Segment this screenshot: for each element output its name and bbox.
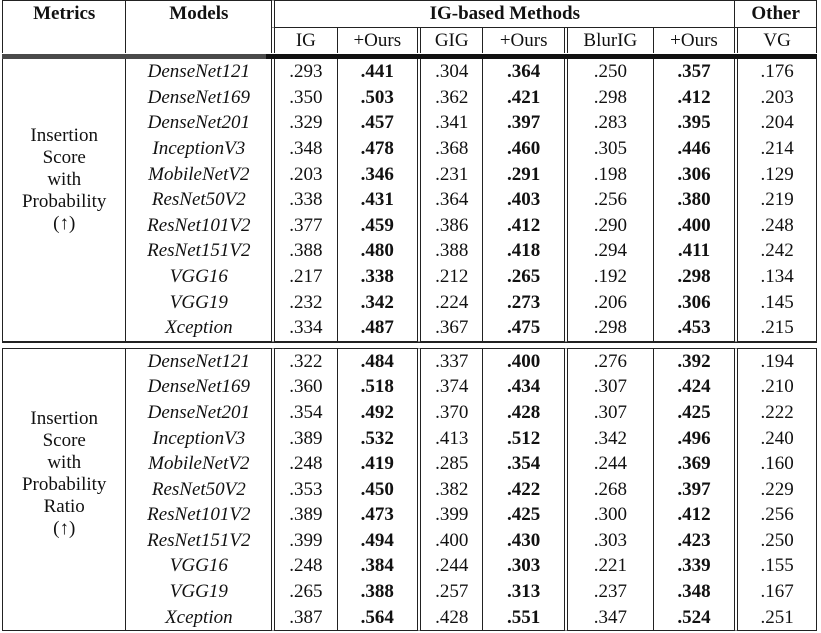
value-cell: .360 bbox=[271, 374, 336, 400]
header-col-vg: VG bbox=[734, 28, 817, 54]
value-cell: .244 bbox=[417, 553, 482, 579]
value-cell: .403 bbox=[482, 187, 564, 213]
value-cell: .307 bbox=[564, 400, 653, 426]
value-cell: .388 bbox=[337, 579, 418, 605]
value-cell: .412 bbox=[482, 213, 564, 239]
value-cell: .475 bbox=[482, 315, 564, 342]
value-cell: .354 bbox=[271, 400, 336, 426]
value-cell: .342 bbox=[337, 290, 418, 316]
model-name: ResNet151V2 bbox=[125, 238, 271, 264]
value-cell: .518 bbox=[337, 374, 418, 400]
header-other: Other bbox=[734, 0, 817, 28]
value-cell: .347 bbox=[564, 605, 653, 632]
value-cell: .400 bbox=[482, 348, 564, 375]
value-cell: .290 bbox=[564, 213, 653, 239]
value-cell: .369 bbox=[653, 451, 735, 477]
model-name: Xception bbox=[125, 605, 271, 632]
value-cell: .388 bbox=[271, 238, 336, 264]
value-cell: .240 bbox=[734, 426, 817, 452]
value-cell: .305 bbox=[564, 136, 653, 162]
value-cell: .248 bbox=[271, 451, 336, 477]
value-cell: .478 bbox=[337, 136, 418, 162]
metric-label-line: Probability bbox=[21, 190, 107, 212]
model-name: InceptionV3 bbox=[125, 136, 271, 162]
value-cell: .342 bbox=[564, 426, 653, 452]
value-cell: .294 bbox=[564, 238, 653, 264]
value-cell: .224 bbox=[417, 290, 482, 316]
value-cell: .129 bbox=[734, 162, 817, 188]
metric-label-line: Score bbox=[42, 146, 86, 168]
value-cell: .176 bbox=[734, 59, 817, 85]
value-cell: .298 bbox=[653, 264, 735, 290]
header-ig-based-methods: IG-based Methods bbox=[271, 0, 734, 28]
value-cell: .424 bbox=[653, 374, 735, 400]
value-cell: .382 bbox=[417, 477, 482, 503]
value-cell: .457 bbox=[337, 110, 418, 136]
value-cell: .397 bbox=[653, 477, 735, 503]
model-name: VGG19 bbox=[125, 579, 271, 605]
model-name: InceptionV3 bbox=[125, 426, 271, 452]
value-cell: .377 bbox=[271, 213, 336, 239]
value-cell: .265 bbox=[482, 264, 564, 290]
value-cell: .389 bbox=[271, 502, 336, 528]
value-cell: .206 bbox=[564, 290, 653, 316]
value-cell: .389 bbox=[271, 426, 336, 452]
value-cell: .412 bbox=[653, 85, 735, 111]
value-cell: .276 bbox=[564, 348, 653, 375]
value-cell: .257 bbox=[417, 579, 482, 605]
model-name: ResNet101V2 bbox=[125, 213, 271, 239]
value-cell: .388 bbox=[417, 238, 482, 264]
value-cell: .306 bbox=[653, 162, 735, 188]
value-cell: .313 bbox=[482, 579, 564, 605]
model-name: MobileNetV2 bbox=[125, 451, 271, 477]
value-cell: .370 bbox=[417, 400, 482, 426]
value-cell: .400 bbox=[417, 528, 482, 554]
value-cell: .418 bbox=[482, 238, 564, 264]
value-cell: .399 bbox=[271, 528, 336, 554]
header-col-ig-ours: +Ours bbox=[337, 28, 418, 54]
value-cell: .459 bbox=[337, 213, 418, 239]
value-cell: .198 bbox=[564, 162, 653, 188]
value-cell: .203 bbox=[271, 162, 336, 188]
value-cell: .496 bbox=[653, 426, 735, 452]
value-cell: .242 bbox=[734, 238, 817, 264]
value-cell: .306 bbox=[653, 290, 735, 316]
model-name: DenseNet169 bbox=[125, 85, 271, 111]
value-cell: .203 bbox=[734, 85, 817, 111]
value-cell: .413 bbox=[417, 426, 482, 452]
value-cell: .397 bbox=[482, 110, 564, 136]
value-cell: .346 bbox=[337, 162, 418, 188]
value-cell: .285 bbox=[417, 451, 482, 477]
metric-label-line: Insertion bbox=[30, 408, 98, 430]
value-cell: .134 bbox=[734, 264, 817, 290]
metric-label-line: with bbox=[47, 168, 82, 190]
value-cell: .222 bbox=[734, 400, 817, 426]
value-cell: .250 bbox=[564, 59, 653, 85]
value-cell: .450 bbox=[337, 477, 418, 503]
value-cell: .303 bbox=[564, 528, 653, 554]
value-cell: .215 bbox=[734, 315, 817, 342]
header-col-gig: GIG bbox=[417, 28, 482, 54]
value-cell: .380 bbox=[653, 187, 735, 213]
value-cell: .460 bbox=[482, 136, 564, 162]
value-cell: .192 bbox=[564, 264, 653, 290]
value-cell: .492 bbox=[337, 400, 418, 426]
value-cell: .329 bbox=[271, 110, 336, 136]
value-cell: .273 bbox=[482, 290, 564, 316]
results-table bbox=[2, 0, 817, 631]
value-cell: .341 bbox=[417, 110, 482, 136]
value-cell: .412 bbox=[653, 502, 735, 528]
value-cell: .250 bbox=[734, 528, 817, 554]
value-cell: .400 bbox=[653, 213, 735, 239]
metric-label-line: Score bbox=[42, 430, 86, 452]
value-cell: .473 bbox=[337, 502, 418, 528]
model-name: DenseNet201 bbox=[125, 400, 271, 426]
value-cell: .350 bbox=[271, 85, 336, 111]
value-cell: .564 bbox=[337, 605, 418, 632]
value-cell: .300 bbox=[564, 502, 653, 528]
header-col-blurig: BlurIG bbox=[564, 28, 653, 54]
value-cell: .303 bbox=[482, 553, 564, 579]
value-cell: .487 bbox=[337, 315, 418, 342]
value-cell: .386 bbox=[417, 213, 482, 239]
value-cell: .251 bbox=[734, 605, 817, 632]
value-cell: .229 bbox=[734, 477, 817, 503]
model-name: MobileNetV2 bbox=[125, 162, 271, 188]
value-cell: .421 bbox=[482, 85, 564, 111]
metric-label bbox=[2, 59, 125, 342]
value-cell: .248 bbox=[271, 553, 336, 579]
model-name: ResNet50V2 bbox=[125, 187, 271, 213]
value-cell: .428 bbox=[417, 605, 482, 632]
metric-label-line: Insertion bbox=[30, 124, 98, 146]
value-cell: .367 bbox=[417, 315, 482, 342]
value-cell: .387 bbox=[271, 605, 336, 632]
value-cell: .204 bbox=[734, 110, 817, 136]
value-cell: .322 bbox=[271, 348, 336, 375]
value-cell: .422 bbox=[482, 477, 564, 503]
value-cell: .431 bbox=[337, 187, 418, 213]
value-cell: .298 bbox=[564, 315, 653, 342]
up-arrow-icon: (↑) bbox=[53, 518, 76, 540]
value-cell: .293 bbox=[271, 59, 336, 85]
value-cell: .428 bbox=[482, 400, 564, 426]
value-cell: .423 bbox=[653, 528, 735, 554]
model-name: Xception bbox=[125, 315, 271, 342]
value-cell: .425 bbox=[653, 400, 735, 426]
value-cell: .160 bbox=[734, 451, 817, 477]
value-cell: .337 bbox=[417, 348, 482, 375]
value-cell: .338 bbox=[337, 264, 418, 290]
header-col-gig-ours: +Ours bbox=[482, 28, 564, 54]
model-name: ResNet151V2 bbox=[125, 528, 271, 554]
value-cell: .167 bbox=[734, 579, 817, 605]
value-cell: .446 bbox=[653, 136, 735, 162]
value-cell: .348 bbox=[271, 136, 336, 162]
model-name: DenseNet169 bbox=[125, 374, 271, 400]
table-row bbox=[2, 59, 817, 85]
value-cell: .307 bbox=[564, 374, 653, 400]
value-cell: .221 bbox=[564, 553, 653, 579]
value-cell: .268 bbox=[564, 477, 653, 503]
up-arrow-icon: (↑) bbox=[53, 212, 76, 234]
model-name: VGG19 bbox=[125, 290, 271, 316]
value-cell: .441 bbox=[337, 59, 418, 85]
header-models: Models bbox=[125, 0, 271, 53]
value-cell: .425 bbox=[482, 502, 564, 528]
value-cell: .494 bbox=[337, 528, 418, 554]
header-metrics: Metrics bbox=[2, 0, 125, 53]
header-col-ig: IG bbox=[271, 28, 336, 54]
value-cell: .304 bbox=[417, 59, 482, 85]
value-cell: .155 bbox=[734, 553, 817, 579]
value-cell: .532 bbox=[337, 426, 418, 452]
metric-label bbox=[2, 348, 125, 632]
metric-label-line: Probability bbox=[21, 474, 107, 496]
value-cell: .244 bbox=[564, 451, 653, 477]
header-col-blurig-ours: +Ours bbox=[653, 28, 735, 54]
value-cell: .354 bbox=[482, 451, 564, 477]
model-name: VGG16 bbox=[125, 264, 271, 290]
value-cell: .334 bbox=[271, 315, 336, 342]
value-cell: .219 bbox=[734, 187, 817, 213]
value-cell: .484 bbox=[337, 348, 418, 375]
value-cell: .237 bbox=[564, 579, 653, 605]
value-cell: .231 bbox=[417, 162, 482, 188]
value-cell: .480 bbox=[337, 238, 418, 264]
value-cell: .145 bbox=[734, 290, 817, 316]
value-cell: .419 bbox=[337, 451, 418, 477]
value-cell: .353 bbox=[271, 477, 336, 503]
table-row bbox=[2, 348, 817, 375]
model-name: DenseNet121 bbox=[125, 59, 271, 85]
value-cell: .339 bbox=[653, 553, 735, 579]
value-cell: .212 bbox=[417, 264, 482, 290]
model-name: VGG16 bbox=[125, 553, 271, 579]
value-cell: .512 bbox=[482, 426, 564, 452]
value-cell: .362 bbox=[417, 85, 482, 111]
value-cell: .430 bbox=[482, 528, 564, 554]
value-cell: .364 bbox=[482, 59, 564, 85]
value-cell: .348 bbox=[653, 579, 735, 605]
value-cell: .265 bbox=[271, 579, 336, 605]
value-cell: .217 bbox=[271, 264, 336, 290]
value-cell: .551 bbox=[482, 605, 564, 632]
value-cell: .364 bbox=[417, 187, 482, 213]
value-cell: .256 bbox=[734, 502, 817, 528]
value-cell: .232 bbox=[271, 290, 336, 316]
value-cell: .210 bbox=[734, 374, 817, 400]
value-cell: .392 bbox=[653, 348, 735, 375]
value-cell: .248 bbox=[734, 213, 817, 239]
model-name: ResNet50V2 bbox=[125, 477, 271, 503]
metric-label-line: with bbox=[47, 452, 82, 474]
value-cell: .357 bbox=[653, 59, 735, 85]
value-cell: .291 bbox=[482, 162, 564, 188]
value-cell: .399 bbox=[417, 502, 482, 528]
value-cell: .368 bbox=[417, 136, 482, 162]
value-cell: .395 bbox=[653, 110, 735, 136]
value-cell: .453 bbox=[653, 315, 735, 342]
value-cell: .411 bbox=[653, 238, 735, 264]
value-cell: .338 bbox=[271, 187, 336, 213]
value-cell: .298 bbox=[564, 85, 653, 111]
value-cell: .503 bbox=[337, 85, 418, 111]
value-cell: .434 bbox=[482, 374, 564, 400]
value-cell: .524 bbox=[653, 605, 735, 632]
model-name: DenseNet201 bbox=[125, 110, 271, 136]
value-cell: .194 bbox=[734, 348, 817, 375]
value-cell: .374 bbox=[417, 374, 482, 400]
value-cell: .384 bbox=[337, 553, 418, 579]
model-name: DenseNet121 bbox=[125, 348, 271, 375]
header-row-groups bbox=[2, 0, 817, 28]
value-cell: .283 bbox=[564, 110, 653, 136]
value-cell: .256 bbox=[564, 187, 653, 213]
model-name: ResNet101V2 bbox=[125, 502, 271, 528]
value-cell: .214 bbox=[734, 136, 817, 162]
metric-label-line: Ratio bbox=[43, 496, 85, 518]
